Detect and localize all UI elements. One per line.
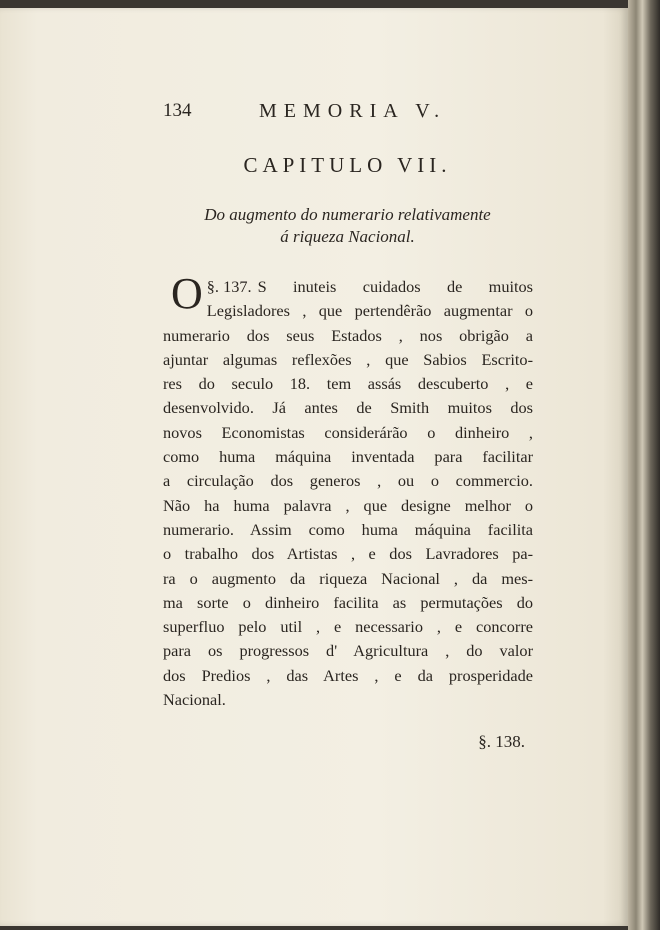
text-line: res do seculo 18. tem assás descuberto , e — [163, 374, 533, 394]
page-header — [163, 100, 532, 130]
running-title: MEMORIA V. — [259, 100, 447, 122]
text-line: desenvolvido. Já antes de Smith muitos dos — [163, 398, 533, 418]
text-line: a circulação dos generos , ou o commercio. — [163, 471, 533, 491]
text-line: ma sorte o dinheiro facilita as permutações do — [163, 592, 533, 612]
text-line: ajuntar algumas reflexões , que Sabios Escrito- — [163, 349, 533, 369]
text-line: numerario. Assim como huma máquina facilita — [163, 519, 533, 539]
drop-cap: O — [171, 269, 203, 318]
text-line: o trabalho dos Artistas , e dos Lavradores pa- — [163, 544, 533, 564]
text-line: superfluo pelo util , e necessario , e concorre — [163, 617, 533, 637]
text-line: novos Economistas considerárão o dinheiro , — [163, 422, 533, 442]
text-line: ra o augmento da riqueza Nacional , da mes- — [163, 568, 533, 588]
first-line-text: S inuteis cuidados de muitos — [257, 277, 533, 296]
text-line: dos Predios , das Artes , e da prosperidade — [163, 665, 533, 685]
chapter-title: CAPITULO VII. — [243, 153, 452, 177]
subtitle-line-2: á riqueza Nacional. — [280, 227, 415, 246]
text-line: como huma máquina inventada para facilitar — [163, 447, 533, 467]
text-line: Não ha huma palavra , que designe melhor o — [163, 495, 533, 515]
page-number: 134 — [163, 100, 192, 121]
page-edge — [628, 0, 660, 930]
text-line: Legisladores , que pertendêrão augmentar o — [206, 301, 533, 321]
text-line-last: Nacional. — [163, 690, 226, 710]
text-line: para os progressos d' Agricultura , do valor — [163, 641, 533, 661]
section-mark: §. 137. — [206, 277, 252, 296]
chapter-subtitle — [163, 204, 532, 248]
catchword: §. 138. — [478, 732, 525, 751]
text-line: numerario dos seus Estados , nos obrigão a — [163, 325, 533, 345]
subtitle-line-1: Do augmento do numerario relativamente — [204, 205, 491, 224]
body-paragraph — [163, 269, 533, 712]
